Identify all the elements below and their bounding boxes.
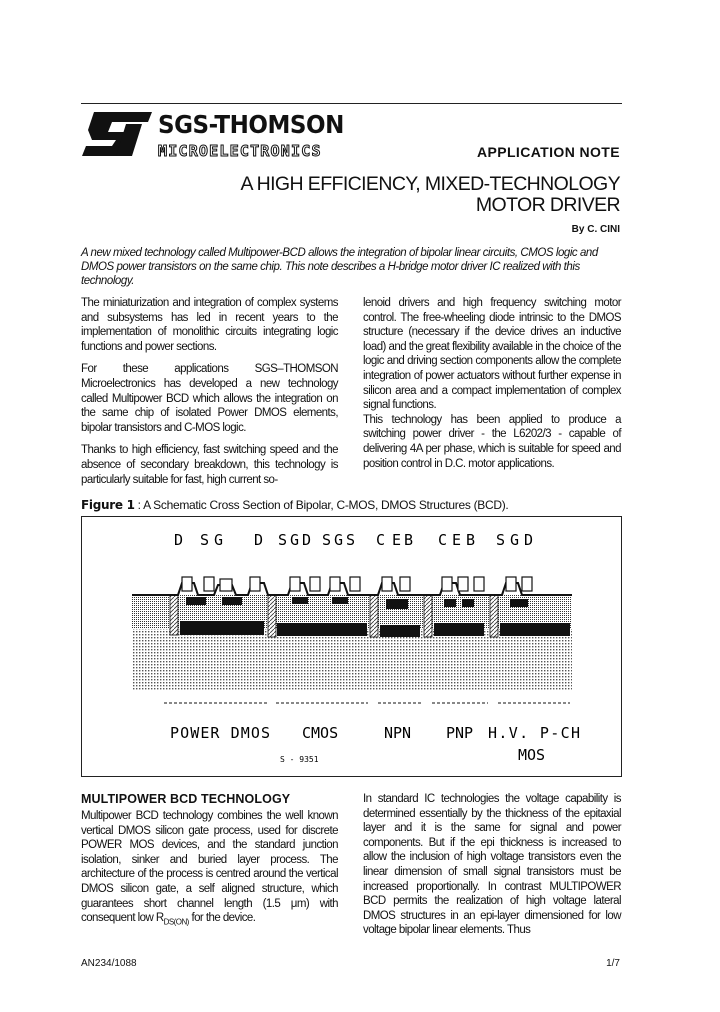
- buried-layer: [434, 623, 484, 636]
- intro-right-column: [363, 296, 621, 471]
- abstract: A new mixed technology called Multipower-BCD allows the integration of bipolar linear circuits, CMOS logic and DMOS power transistors on the same chip. This note describes a H-bridge motor driver IC realized with this technology.: [81, 247, 598, 287]
- region-label: H.V. P-CH: [488, 724, 580, 742]
- section-paragraph: [81, 809, 338, 930]
- terminal-label: G: [510, 531, 520, 549]
- terminal-label: C: [438, 531, 448, 549]
- isolation-wall: [490, 595, 498, 637]
- isolation-wall: [370, 595, 378, 637]
- terminal-label: G: [214, 531, 224, 549]
- intro-paragraph: Thanks to high efficiency, fast switching speed and the absence of secondary breakdown, this technology is particularly suitable for fast, high current so-: [81, 444, 338, 486]
- terminal-label: G: [334, 531, 344, 549]
- terminal-label: B: [466, 531, 476, 549]
- figure-frame: [81, 516, 622, 777]
- rds-letter: R: [155, 912, 164, 925]
- intro-paragraph: This technology has been applied to produce a switching power driver - the L6202/3 - capable of delivering 4A per phase, which is suitable for speed and position control in D.C. motor applications.: [363, 413, 621, 470]
- buried-layer: [277, 623, 367, 636]
- section-text-part: for the device.: [188, 912, 256, 925]
- section-paragraph: In standard IC technologies the voltage capability is determined essentially by the thickness of the epitaxial layer and it is the same for signal and power components. But if the epi thickness is increased to allow the inclusion of high voltage transistors even the linear dimension of small signal transistors must be increased proportionally. In contrast MULTIPOWER BCD permits the realization of high voltage lateral DMOS structures in an epi-layer dimensioned for low voltage bipolar linear elements. Thus: [363, 793, 621, 937]
- region-label: POWER DMOS: [170, 724, 270, 742]
- intro-paragraph: The miniaturization and integration of complex systems and subsystems has led in recent years to the implementation of monolithic circuits integrating logic functions and power sections.: [81, 297, 338, 353]
- terminal-label: D: [302, 531, 312, 549]
- region-label: MOS: [518, 746, 546, 764]
- buried-layer: [380, 625, 420, 637]
- region-label: NPN: [384, 724, 412, 742]
- terminal-label: D: [254, 531, 264, 549]
- isolation-wall: [424, 595, 432, 637]
- terminal-label: D: [174, 531, 184, 549]
- terminal-label: E: [392, 531, 402, 549]
- title-line-2: MOTOR DRIVER: [475, 194, 620, 216]
- terminal-label: D: [524, 531, 534, 549]
- title-line-1: A HIGH EFFICIENCY, MIXED-TECHNOLOGY: [240, 173, 620, 195]
- region-label: PNP: [446, 724, 474, 742]
- section-right-column: [363, 792, 621, 938]
- terminal-label: G: [290, 531, 300, 549]
- brand-name: SGS-THOMSON: [158, 110, 344, 139]
- terminal-label: B: [404, 531, 414, 549]
- header-rule: [81, 103, 622, 104]
- buried-layer: [500, 623, 570, 636]
- author-byline: By C. CINI: [571, 224, 620, 235]
- document-type: APPLICATION NOTE: [476, 144, 620, 160]
- terminal-label: S: [200, 531, 210, 549]
- buried-layer: [180, 621, 264, 635]
- rds-symbol: [155, 912, 189, 927]
- intro-left-column: [81, 296, 338, 487]
- page-number: 1/7: [606, 958, 620, 969]
- document-title: [240, 174, 620, 216]
- figure-code: S - 9351: [280, 755, 319, 764]
- figure-label: Figure 1: [81, 498, 135, 512]
- st-logo-icon: [82, 112, 152, 156]
- isolation-wall: [268, 595, 276, 637]
- rds-subscript: DS(ON): [163, 917, 189, 927]
- intro-paragraph: lenoid drivers and high frequency switching motor control. The free-wheeling diode intrinsic to the DMOS structure (necessary if the device drives an inductive load) and the great flexibility available in the choice of the logic and driving section components allow the complete integration of power actuators without further expense in silicon area and a compact implementation of complex signal functions.: [363, 297, 621, 412]
- terminal-label: E: [452, 531, 462, 549]
- terminal-label: C: [376, 531, 386, 549]
- document-id: AN234/1088: [81, 958, 137, 969]
- section-text-part: Multipower BCD technology combines the well known vertical DMOS silicon gate process, used for discrete POWER MOS devices, and the standard junction isolation, sinker and buried layer process. The architecture of the process is centred around the vertical DMOS silicon gate, a self aligned structure, which guarantees short channel length (1.5 μm) with consequent low: [81, 810, 338, 925]
- figure-caption-text: A Schematic Cross Section of Bipolar, C-MOS, DMOS Structures (BCD).: [143, 498, 509, 512]
- terminal-label: S: [278, 531, 288, 549]
- terminal-label: S: [496, 531, 506, 549]
- region-label: CMOS: [302, 724, 339, 742]
- isolation-wall: [170, 595, 178, 635]
- substrate-layer: [132, 629, 572, 691]
- division-name: MICROELECTRONICS: [158, 142, 322, 160]
- terminal-label: S: [346, 531, 356, 549]
- intro-paragraph: For these applications SGS–THOMSON Microelectronics has developed a new technology called Multipower BCD which allows the integration on the same chip of isolated Power DMOS elements, bipolar transistors and C-MOS logic.: [81, 363, 338, 434]
- terminal-label: S: [322, 531, 332, 549]
- figure-caption: [81, 498, 508, 512]
- section-heading: MULTIPOWER BCD TECHNOLOGY: [81, 792, 291, 806]
- figure-separator: :: [134, 498, 144, 512]
- section-left-column: [81, 809, 338, 930]
- bcd-cross-section-diagram: [82, 517, 621, 776]
